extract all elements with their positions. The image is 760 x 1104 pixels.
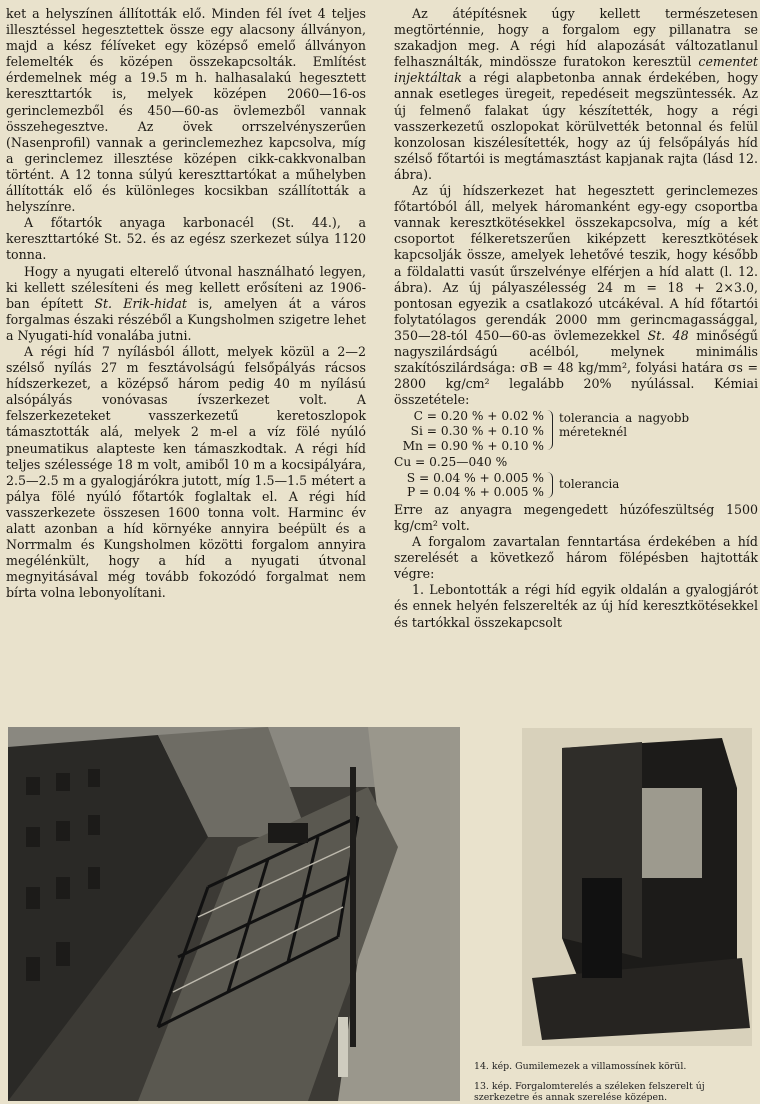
photo-bridge-construction [8,727,460,1101]
photo-rubber-plates [522,728,752,1046]
emphasis: St. 48 [647,327,689,343]
chem-line: Si = 0.30 % + 0.10 % [410,423,544,438]
brace [547,472,553,498]
chem-line: Mn = 0.90 % + 0.10 % [402,438,544,453]
figure-14-caption: 14. kép. Gumilemezek a villamossínek körül. [474,1061,687,1072]
right-column [394,6,758,631]
paragraph: 1. Lebontották a régi híd egyik oldalán a gyalogjárót és ennek helyén felszerelték az új híd keresztkötésekkel és tartókkal összekapcsolt [394,582,758,630]
paragraph: Az új hídszerkezet hat hegesztett gerinclemezes főtartóból áll, melyek háromanként egy-egy csoportba vannak keresztkötésekkel összekapcsolva, míg a két csoportot félkeretszerűen kiképzett keresztkötések kapcsolják össze, amelyek lehetővé teszik, hogy később a földalatti vasút űrszelvénye elférjen a híd alatt (l. 12. ábra). Az új pályaszélesség 24 m = 18 + 2×3.0, pontosan egyezik a csatlakozó utcákéval. A híd főtartói folytatólagos gerendák 2000 mm gerincmagassággal, 350—28-tól 450—60-as övlemezekkel St. 48 minőségű nagyszilárdságú acélból, melynek minimális szakítószilárdsága: σB = 48 kg/mm², folyási határa σs = 2800 kg/cm² legalább 20% nyúlással. Kémiai összetétele: [394,183,758,408]
paragraph: A régi híd 7 nyílásból állott, melyek közül a 2—2 szélső nyílás 27 m fesztávolságú felsőpályás rácsos hídszerkezet, a középső három pedig 40 m nyílású alsópályás vonóvasas ívszerkezet volt. A felszerkezeteket vasszerkezetű keretoszlopok támasztották alá, melyek 2 m-el a víz fölé nyúló pneumatikus alapteste ken támaszkodtak. A régi híd teljes szélessége 18 m volt, amiből 10 m a kocsipályára, 2.5—2.5 m a gyalogjárókra jutott, míg 1.5—1.5 métert a pálya fölé nyúló főtartók foglaltak el. A régi híd vasszerkezete összesen 1600 tonna volt. Harminc év alatt azonban a híd környéke annyira beépült és a Norrmalm és Kungsholmen közötti forgalom annyira megélénkült, hogy a híd a nyugati útvonal megnyitásával még tovább fokozódó forgalmat nem bírta volna lebonyolítani. [6,343,366,601]
tolerance-note: tolerancia [559,476,620,491]
paragraph: Az átépítésnek úgy kellett természetesen megtörténnie, hogy a forgalom egy pillanatra se szakadjon meg. A régi híd alapozását változatlanul felhasználták, mindössze furatokon keresztül cementet injektáltak a régi alapbetonba annak érdekében, hogy annak esetleges üregeit, repedéseit megszüntessék. Az új felmenő falakat úgy készítették, hogy a régi vasszerkezetű oszlopokat körülvették betonnal és felül konzolosan kiszélesítették, hogy az új felsőpályás híd szélső főtartói is megtámasztást kapjanak rajta (lásd 12. ábra). [394,6,758,182]
chemical-composition-group-2 [394,471,758,500]
paragraph: A forgalom zavartalan fenntartása érdekében a híd szerelését a következő három fölépésben hajtották végre: [394,534,758,582]
chem-line: S = 0.04 % + 0.005 % [406,470,544,485]
tolerance-note: tolerancia a nagyobb méreteknél [559,411,689,439]
paragraph: ket a helyszínen állították elő. Minden fél ívet 4 teljes illesztéssel hegesztettek össze egy alacsony állványon, majd a kész félíveket egy középső emelő állványon felemelték és középen összekapcsolták. Említést érdemelnek még a 19.5 m h. halhasalakú hegesztett kereszttartók is, melyek középen 2060—16-os gerinclemezből és 450—60-as övlemezből vannak összehegesztve. Az övek orrszelvényszerűen (Nasenprofil) vannak a gerinclemezhez kapcsolva, míg a gerinclemez illesztése középen cikk-cakkvonalban történt. A 12 tonna súlyú kereszttartókat a műhelyben állították elő és különleges kocsikban szállították a helyszínre. [6,6,366,215]
paragraph: Hogy a nyugati elterelő útvonal használható legyen, ki kellett szélesíteni és meg kellett erősíteni az 1906-ban épített St. Erik-hidat is, amelyen át a város forgalmas északi részéből a Kungsholmen szigetre lehet a Nyugati-híd vonalába jutni. [6,263,367,343]
chem-line: Cu = 0.25—040 % [394,455,508,470]
left-column [6,6,366,601]
chemical-composition-cu [394,455,758,470]
chemical-composition-group-1 [394,409,758,453]
emphasis: cementet injektáltak [394,54,758,86]
paragraph: Erre az anyagra megengedett húzófeszültség 1500 kg/cm² volt. [394,501,758,533]
chem-line: P = 0.04 % + 0.005 % [406,485,544,500]
emphasis: St. Erik-hidat [94,295,187,311]
paragraph: A főtartók anyaga karbonacél (St. 44.), a kereszttartóké St. 52. és az egész szerkezet súlya 1120 tonna. [6,215,366,263]
rubber-plates-illustration [522,728,752,1046]
figure-13-caption: 13. kép. Forgalomterelés a széleken felszerelt új szerkezetre és annak szerelése középen. [474,1081,705,1103]
brace [547,410,553,450]
chem-line: C = 0.20 % + 0.02 % [413,409,544,424]
bridge-construction-illustration [8,727,460,1101]
